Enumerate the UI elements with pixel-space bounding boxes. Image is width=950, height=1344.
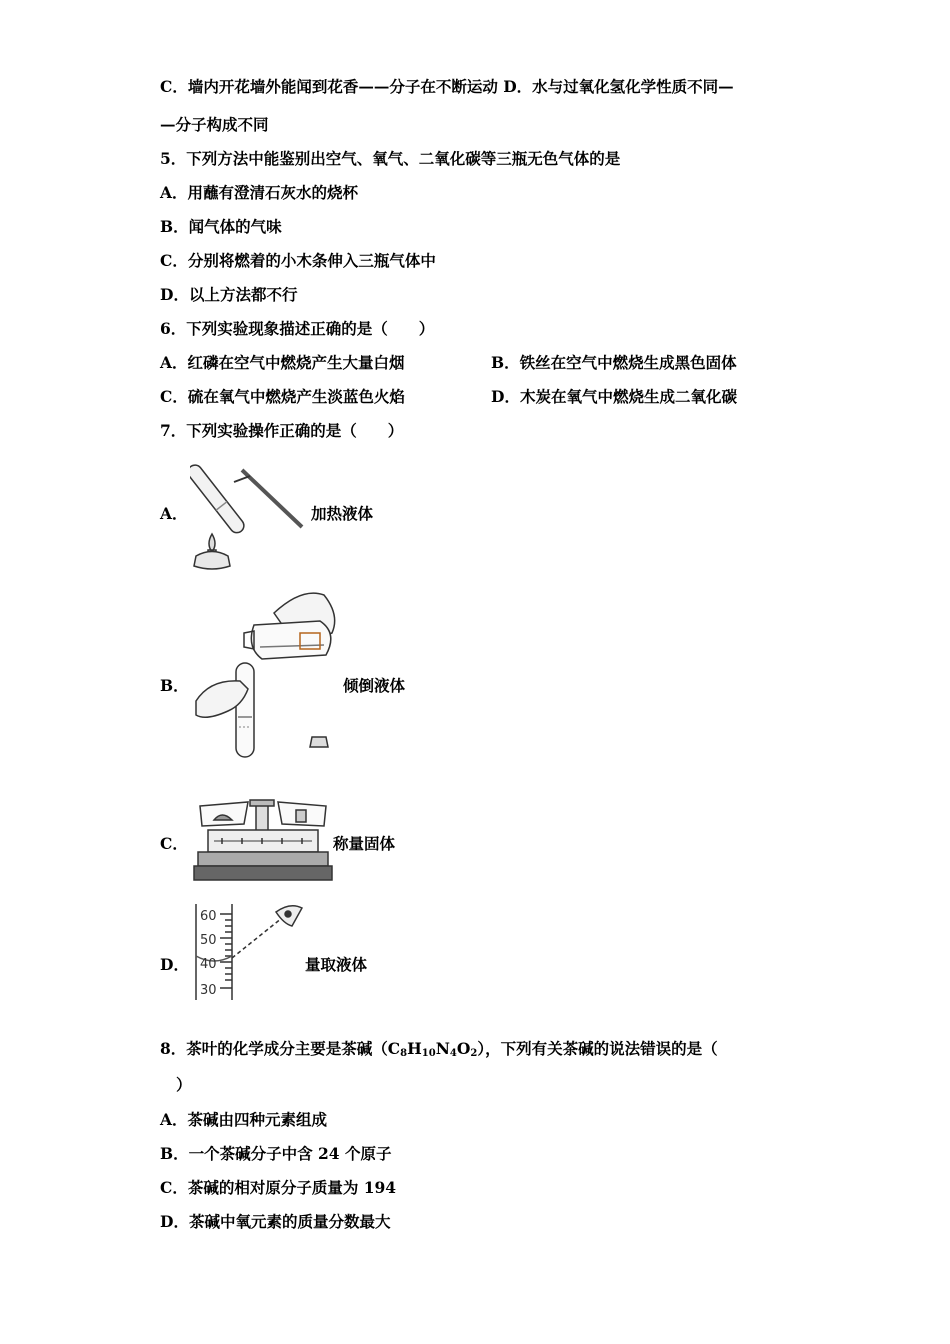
- q7-stem: 7．下列实验操作正确的是（ ）: [160, 421, 404, 440]
- q6-option-c: C．硫在氧气中燃烧产生淡蓝色火焰: [160, 387, 405, 406]
- q8-stem-suffix: ），下列有关茶碱的说法错误的是（: [477, 1039, 718, 1058]
- q8-stem-line2: ）: [176, 1075, 192, 1094]
- graduated-cylinder-icon: [192, 900, 304, 1004]
- q7-option-a-letter: A．: [160, 504, 188, 523]
- q4-option-c-line2: —分子构成不同: [160, 115, 269, 134]
- q8-option-a: A．茶碱由四种元素组成: [160, 1110, 328, 1129]
- q8-option-b: B．一个茶碱分子中含 24 个原子: [160, 1144, 392, 1163]
- q7-option-c-caption: 称量固体: [333, 834, 396, 853]
- q6-option-d: D．木炭在氧气中燃烧生成二氧化碳: [491, 387, 737, 406]
- q6-option-b: B．铁丝在空气中燃烧生成黑色固体: [491, 353, 737, 372]
- q5-option-d: D．以上方法都不行: [160, 285, 298, 304]
- q6-stem: 6．下列实验现象描述正确的是（ ）: [160, 319, 435, 338]
- q4-option-c-line1: C．墙内开花墙外能闻到花香——分子在不断运动 D．水与过氧化氢化学性质不同—: [160, 77, 734, 96]
- q7-option-d-letter: D．: [160, 955, 189, 974]
- heating-liquid-icon: [190, 452, 310, 570]
- balance-weighing-icon: [192, 794, 334, 886]
- q6-option-a: A．红磷在空气中燃烧产生大量白烟: [160, 353, 405, 372]
- q7-option-b-letter: B．: [160, 676, 189, 695]
- cylinder-tick-40: 40: [200, 957, 217, 972]
- q8-formula: $C_8H_{10}N_4O_2$: [387, 1039, 478, 1059]
- q5-stem: 5．下列方法中能鉴别出空气、氧气、二氧化碳等三瓶无色气体的是: [160, 149, 621, 168]
- q5-option-a: A．用蘸有澄清石灰水的烧杯: [160, 183, 359, 202]
- q7-option-c-letter: C．: [160, 834, 188, 853]
- pouring-liquid-icon: [192, 585, 342, 763]
- q7-option-d-caption: 量取液体: [305, 955, 368, 974]
- q7-option-b-caption: 倾倒液体: [343, 676, 406, 695]
- q8-stem-prefix: 8．茶叶的化学成分主要是茶碱（: [160, 1039, 388, 1058]
- q5-option-b: B．闻气体的气味: [160, 217, 282, 236]
- q8-option-d: D．茶碱中氧元素的质量分数最大: [160, 1212, 391, 1231]
- q8-option-c: C．茶碱的相对原分子质量为 194: [160, 1178, 397, 1197]
- cylinder-tick-50: 50: [200, 933, 217, 948]
- q8-stem: [160, 1039, 718, 1064]
- cylinder-tick-60: 60: [200, 909, 217, 924]
- q5-option-c: C．分别将燃着的小木条伸入三瓶气体中: [160, 251, 436, 270]
- cylinder-tick-30: 30: [200, 983, 217, 998]
- q7-option-a-caption: 加热液体: [311, 504, 374, 523]
